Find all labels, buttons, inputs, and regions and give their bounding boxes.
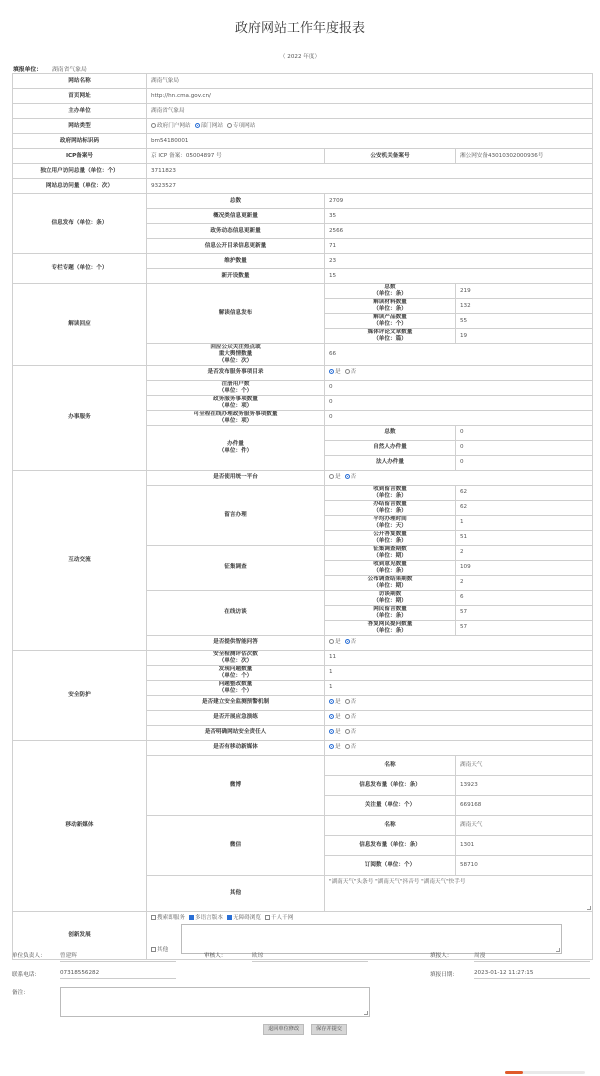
homepage-value: http://hn.cma.gov.cn/: [147, 89, 593, 104]
interp-release-label: 解读信息发布: [147, 284, 325, 344]
interp-label: 解读回应: [13, 284, 147, 366]
service-reg-label: 注册用户数 （单位：个）: [147, 380, 325, 395]
report-year: （ 2022 年度）: [279, 54, 321, 60]
date-value[interactable]: 2023-01-12 11:27:15: [474, 970, 590, 979]
interact-solicit-label: 征集调查: [147, 545, 325, 590]
horizontal-scrollbar[interactable]: [505, 1071, 585, 1074]
wb-fans: 669168: [456, 795, 593, 815]
sponsor-label: 主办单位: [13, 104, 147, 119]
interp-respond: 66: [325, 344, 593, 366]
report-table: [12, 73, 593, 960]
handle-total-label: 总数: [325, 425, 456, 440]
checkbox-accessible[interactable]: [227, 915, 232, 920]
service-reg: 0: [325, 380, 593, 395]
wb-name: 湖南天气: [456, 755, 593, 775]
wx-name-label: 名称: [325, 815, 456, 835]
int-num-label: 访谈期数 （单位：期）: [325, 590, 456, 605]
column-new: 15: [325, 269, 593, 284]
radio-no[interactable]: [345, 699, 350, 704]
radio-yes[interactable]: [329, 744, 334, 749]
column-maintain: 23: [325, 254, 593, 269]
scrollbar-thumb[interactable]: [505, 1071, 523, 1074]
radio-no[interactable]: [345, 714, 350, 719]
site-name-value: 湖南气象局: [147, 74, 593, 89]
interact-msg-label: 留言办理: [147, 485, 325, 545]
radio-no[interactable]: [345, 369, 350, 374]
interact-smart-label: 是否提供智能问答: [147, 635, 325, 650]
checkbox-personal[interactable]: [265, 915, 270, 920]
msg-pub-label: 公开答复数量 （单位：条）: [325, 530, 456, 545]
service-items: 0: [325, 395, 593, 410]
service-online-label: 可全程在线办理政务服务事项数量 （单位：项）: [147, 410, 325, 425]
wb-fans-label: 关注量（单位：个）: [325, 795, 456, 815]
wb-pub: 13923: [456, 775, 593, 795]
radio-dept[interactable]: [195, 123, 200, 128]
sec-vuln: 1: [325, 665, 593, 680]
uv-value: 3711823: [147, 164, 593, 179]
sol-recv: 109: [456, 560, 593, 575]
info-total: 2709: [325, 194, 593, 209]
sol-pub: 2: [456, 575, 593, 590]
column-new-label: 新开设数量: [147, 269, 325, 284]
interp-material-label: 解读材料数量 （单位：条）: [325, 299, 456, 314]
radio-yes[interactable]: [329, 369, 334, 374]
filler-label: 填报人：: [430, 953, 453, 959]
sec-check: 11: [325, 650, 593, 665]
msg-time: 1: [456, 515, 593, 530]
site-type-options: 政府门户网站 部门网站 专项网站: [147, 119, 593, 134]
sec-vuln-label: 发现问题数量 （单位：个）: [147, 665, 325, 680]
handle-person: 0: [456, 440, 593, 455]
msg-pub: 51: [456, 530, 593, 545]
interact-platform-label: 是否使用统一平台: [147, 470, 325, 485]
sec-resp-label: 是否明确网站安全责任人: [147, 725, 325, 740]
int-a-label: 答复网民提问数量 （单位：条）: [325, 620, 456, 635]
msg-recv-label: 收到留言数量 （单位：条）: [325, 485, 456, 500]
sol-num: 2: [456, 545, 593, 560]
info-overview-label: 概况类信息更新量: [147, 209, 325, 224]
sec-fix: 1: [325, 680, 593, 695]
security-label: 安全防护: [13, 650, 147, 740]
interp-total: 219: [456, 284, 593, 299]
wx-sub-label: 订阅数（单位：个）: [325, 855, 456, 875]
phone-label: 联系电话：: [12, 972, 40, 978]
phone-value[interactable]: 07318556282: [60, 970, 176, 979]
sec-check-label: 安全检测评估次数 （单位：次）: [147, 650, 325, 665]
info-affairs-label: 政务动态信息更新量: [147, 224, 325, 239]
filler-value[interactable]: 周漫: [474, 951, 590, 962]
msg-recv: 62: [456, 485, 593, 500]
icp-value: 京 ICP 备案：05004897 号: [147, 149, 325, 164]
column-label: 专栏专题（单位：个）: [13, 254, 147, 284]
service-items-label: 政务服务事项数量 （单位：项）: [147, 395, 325, 410]
sec-mech-radios: 是 否: [325, 695, 593, 710]
uv-label: 独立用户访问总量（单位：个）: [13, 164, 147, 179]
mobile-label: 移动新媒体: [13, 740, 147, 911]
pv-value: 9323527: [147, 179, 593, 194]
int-q-label: 网民留言数量 （单位：条）: [325, 605, 456, 620]
service-handle-label: 办件量 （单位：件）: [147, 425, 325, 470]
info-catalog: 71: [325, 239, 593, 254]
innov-other-label: 其他: [157, 946, 169, 953]
interp-respond-label: 回应公众关注热点或 重大舆情数量 （单位：次）: [147, 344, 325, 366]
radio-yes[interactable]: [329, 699, 334, 704]
checkbox-search[interactable]: [151, 915, 156, 920]
interact-smart-radios: 是 否: [325, 635, 593, 650]
reviewer-label: 审核人：: [204, 953, 227, 959]
mobile-other-label: 其他: [147, 875, 325, 911]
resize-handle-icon[interactable]: [587, 906, 591, 910]
service-label: 办事服务: [13, 365, 147, 470]
sol-recv-label: 收到意见数量 （单位：条）: [325, 560, 456, 575]
radio-portal[interactable]: [151, 123, 156, 128]
head-label: 单位负责人：: [12, 953, 46, 959]
sec-resp-radios: 是 否: [325, 725, 593, 740]
radio-special[interactable]: [227, 123, 232, 128]
resize-handle-icon[interactable]: [364, 1011, 368, 1015]
sol-num-label: 征集调查期数 （单位：期）: [325, 545, 456, 560]
service-publish-label: 是否发布服务事项目录: [147, 365, 325, 380]
date-label: 填报日期：: [430, 972, 458, 978]
radio-no[interactable]: [345, 639, 350, 644]
radio-yes[interactable]: [329, 474, 334, 479]
head-value[interactable]: 曾建辉: [60, 951, 176, 962]
sec-mech-label: 是否建立安全监测预警机制: [147, 695, 325, 710]
submit-button[interactable]: 保存并提交: [311, 1024, 347, 1035]
pv-label: 网站总访问量（单位：次）: [13, 179, 147, 194]
sponsor-value: 湖南省气象局: [147, 104, 593, 119]
filling-unit: 填报单位： 湖南省气象局: [13, 67, 87, 73]
column-maintain-label: 维护数量: [147, 254, 325, 269]
interp-media: 19: [456, 329, 593, 344]
page-title: 政府网站工作年度报表: [234, 21, 365, 36]
site-code-value: bm54180001: [147, 134, 593, 149]
wb-name-label: 名称: [325, 755, 456, 775]
info-catalog-label: 信息公开目录信息更新量: [147, 239, 325, 254]
note-textarea[interactable]: [60, 987, 370, 1017]
msg-time-label: 平均办理时间 （单位：天）: [325, 515, 456, 530]
msg-done-label: 办结留言数量 （单位：条）: [325, 500, 456, 515]
reviewer-value[interactable]: 欧琼: [252, 951, 368, 962]
sec-drill-label: 是否开展应急演练: [147, 710, 325, 725]
msg-done: 62: [456, 500, 593, 515]
int-q: 57: [456, 605, 593, 620]
radio-no[interactable]: [345, 744, 350, 749]
radio-no[interactable]: [345, 729, 350, 734]
interp-material: 132: [456, 299, 593, 314]
checkbox-multilang[interactable]: [189, 915, 194, 920]
wx-name: 湖南天气: [456, 815, 593, 835]
info-affairs: 2566: [325, 224, 593, 239]
sec-drill-radios: 是 否: [325, 710, 593, 725]
mobile-has-label: 是否有移动新媒体: [147, 740, 325, 755]
interp-media-label: 媒体评论文章数量 （单位：篇）: [325, 329, 456, 344]
handle-legal: 0: [456, 455, 593, 470]
handle-legal-label: 法人办件量: [325, 455, 456, 470]
interact-online-label: 在线访谈: [147, 590, 325, 635]
site-code-label: 政府网站标识码: [13, 134, 147, 149]
interp-product-label: 解读产品数量 （单位：个）: [325, 314, 456, 329]
return-button[interactable]: 退回单位修改: [263, 1024, 304, 1035]
sol-pub-label: 公布调查结果期数 （单位：期）: [325, 575, 456, 590]
radio-yes[interactable]: [329, 729, 334, 734]
innov-label: 创新发展: [13, 911, 147, 959]
interact-label: 互动交流: [13, 470, 147, 650]
mobile-other-field[interactable]: "湖南天气"头条号 "湖南天气"抖音号 "湖南天气"快手号: [325, 875, 593, 911]
innov-textarea[interactable]: [181, 924, 562, 954]
wx-sub: 58710: [456, 855, 593, 875]
site-name-label: 网站名称: [13, 74, 147, 89]
interact-platform-radios: 是 否: [325, 470, 593, 485]
wx-pub-label: 信息发布量（单位：条）: [325, 835, 456, 855]
psb-value: 湘公网安备43010302000936号: [456, 149, 593, 164]
homepage-label: 首页网址: [13, 89, 147, 104]
radio-yes[interactable]: [329, 639, 334, 644]
psb-label: 公安机关备案号: [325, 149, 456, 164]
note-label: 备注：: [12, 990, 29, 996]
radio-no[interactable]: [345, 474, 350, 479]
interp-product: 55: [456, 314, 593, 329]
handle-person-label: 自然人办件量: [325, 440, 456, 455]
mobile-has-radios: 是 否: [325, 740, 593, 755]
int-a: 57: [456, 620, 593, 635]
service-online: 0: [325, 410, 593, 425]
info-overview: 35: [325, 209, 593, 224]
weibo-label: 微博: [147, 755, 325, 815]
wb-pub-label: 信息发布量（单位：条）: [325, 775, 456, 795]
wechat-label: 微信: [147, 815, 325, 875]
info-total-label: 总数: [147, 194, 325, 209]
innov-options: 搜索即服务 多语言版本 无障碍浏览 千人千网 其他: [147, 911, 593, 959]
site-type-label: 网站类型: [13, 119, 147, 134]
wx-pub: 1301: [456, 835, 593, 855]
icp-label: ICP备案号: [13, 149, 147, 164]
radio-yes[interactable]: [329, 714, 334, 719]
info-label: 信息发布（单位：条）: [13, 194, 147, 254]
handle-total: 0: [456, 425, 593, 440]
int-num: 6: [456, 590, 593, 605]
service-publish-radios: 是 否: [325, 365, 593, 380]
sec-fix-label: 问题整改数量 （单位：个）: [147, 680, 325, 695]
interp-total-label: 总数 （单位：条）: [325, 284, 456, 299]
